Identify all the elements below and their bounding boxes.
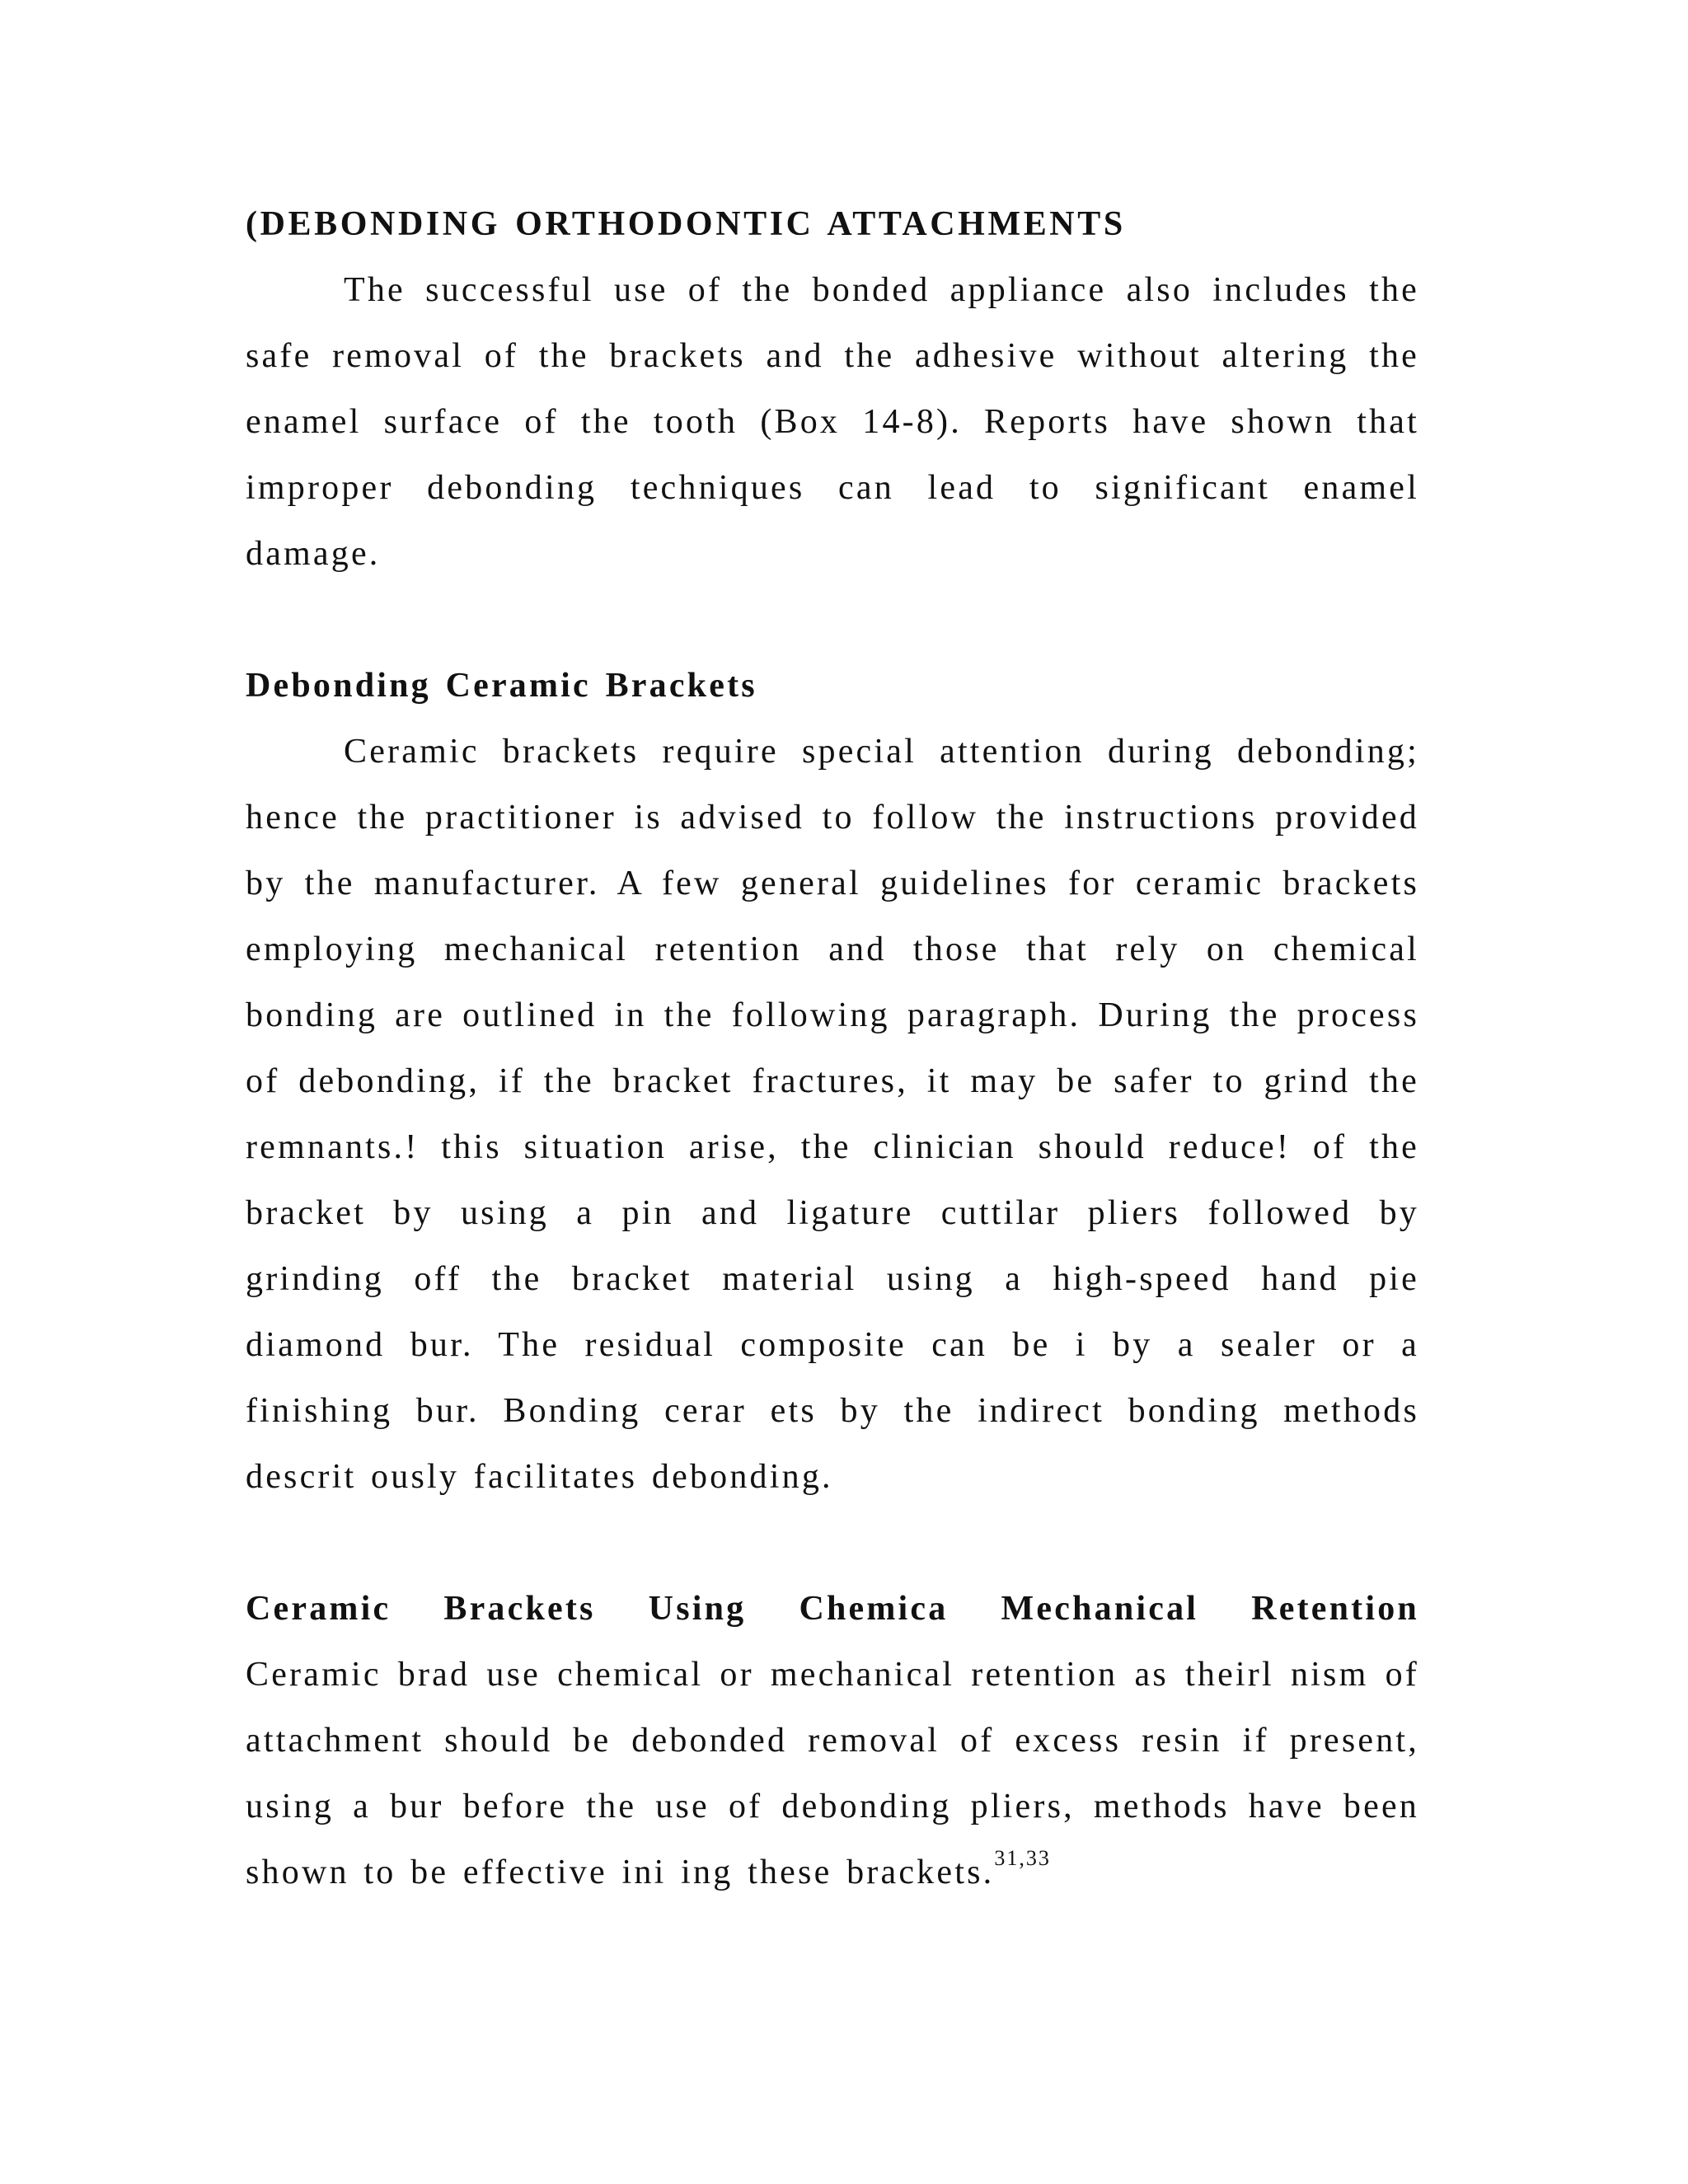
heading-word: Brackets <box>443 1590 596 1628</box>
spacer <box>246 587 1419 653</box>
section-paragraph-chemical-mechanical-retention <box>246 1642 1419 1905</box>
heading-word: Mechanical <box>1001 1590 1199 1628</box>
citation-superscript: 31,33 <box>994 1846 1051 1870</box>
section-heading-debonding-ceramic-brackets: Debonding Ceramic Brackets <box>246 667 757 705</box>
document-content <box>246 191 1419 1905</box>
spacer <box>246 1510 1419 1576</box>
heading-word: Using <box>648 1590 747 1628</box>
section-heading-chemical-mechanical-retention <box>246 1576 1419 1642</box>
paragraph-text: Ceramic brad use chemical or mechanical retention as theirl nism of attachment should be debonded removal of excess resin if present, using a bur before the use of debonding pliers, methods have been shown to be effective ini ing these brackets. <box>246 1656 1419 1891</box>
section-paragraph-debonding-ceramic-brackets: Ceramic brackets require special attention during debonding; hence the practitioner is advised to follow the instructions provided by the manufacturer. A few general guidelines for ceramic brackets employing mechanical retention and those that rely on chemical bonding are outlined in the following paragraph. During the process of debonding, if the bracket fractures, it may be safer to grind the remnants.! this situation arise, the clinician should reduce! of the bracket by using a pin and ligature cuttilar pliers followed by grinding off the bracket material using a high-speed hand pie diamond bur. The residual composite can be i by a sealer or a finishing bur. Bonding cerar ets by the indirect bonding methods descrit ously facilitates debonding. <box>246 733 1419 1496</box>
heading-word: Ceramic <box>246 1590 392 1628</box>
heading-word: Retention <box>1251 1590 1419 1628</box>
heading-word: Chemica <box>799 1590 949 1628</box>
intro-paragraph: The successful use of the bonded appliance also includes the safe removal of the brackets and the adhesive without altering the enamel surface of the tooth (Box 14-8). Reports have shown that improper debonding techniques can lead to significant enamel damage. <box>246 271 1419 573</box>
document-title: (DEBONDING ORTHODONTIC ATTACHMENTS <box>246 205 1126 243</box>
